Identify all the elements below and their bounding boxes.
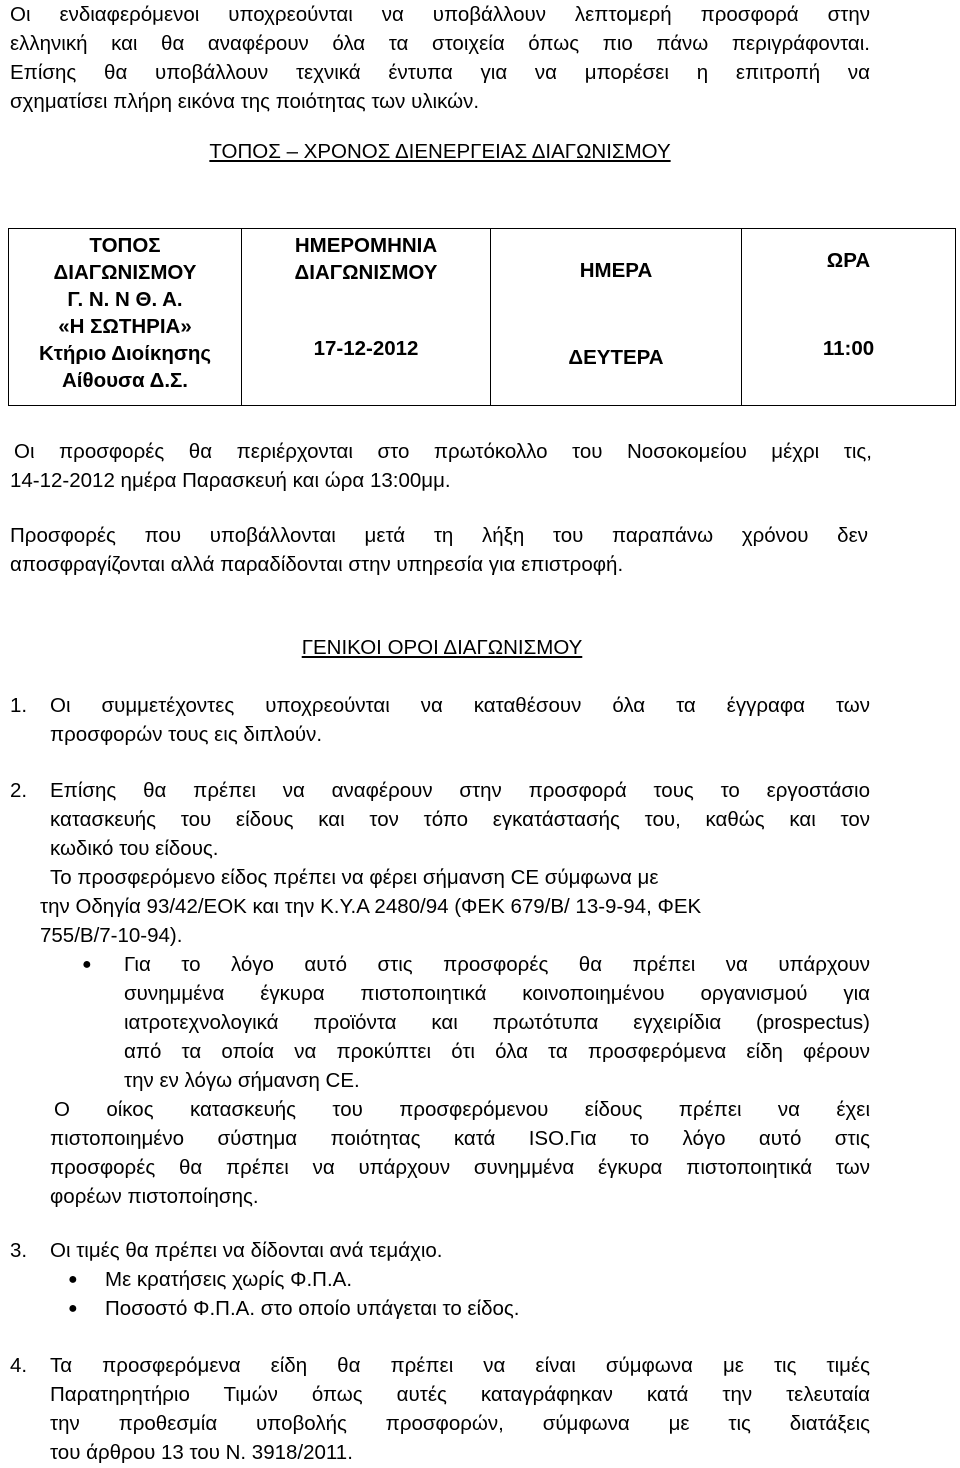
- text-line: κωδικό του είδους.: [50, 837, 219, 860]
- place-cell: [9, 229, 242, 406]
- date-value: 17-12-2012: [313, 337, 419, 360]
- list-item: Ποσοστό Φ.Π.Α. στο οποίο υπάγεται το είδος.: [105, 1297, 520, 1320]
- text-line: Το προσφερόμενο είδος πρέπει να φέρει σήμανση CE σύμφωνα με: [50, 866, 659, 889]
- list-item: Με κρατήσεις χωρίς Φ.Π.Α.: [105, 1268, 353, 1291]
- text-line: κατασκευής του είδους και τον τόπο εγκατάστασής του, καθώς και τον: [50, 808, 870, 831]
- item-number: 4.: [10, 1354, 28, 1377]
- item-number: 1.: [10, 694, 28, 717]
- text-line: προσφορών τους εις διπλούν.: [50, 723, 323, 746]
- text-line: συνημμένα έγκυρα πιστοποιητικά κοινοποιημένου οργανισμού για: [124, 982, 870, 1005]
- text-line: Οι συμμετέχοντες υποχρεούνται να καταθέσουν όλα τα έγγραφα των: [50, 694, 870, 717]
- text-line: Προσφορές που υποβάλλονται μετά τη λήξη του παραπάνω χρόνου δεν: [10, 524, 868, 547]
- text-line: του άρθρου 13 του Ν. 3918/2011.: [50, 1441, 353, 1464]
- time-cell: [742, 229, 956, 406]
- date-header: ΔΙΑΓΩΝΙΣΜΟΥ: [294, 261, 438, 284]
- text-line: 14-12-2012 ημέρα Παρασκευή και ώρα 13:00μμ.: [10, 469, 451, 492]
- text-line: Παρατηρητήριο Τιμών όπως αυτές καταγράφηκαν κατά την τελευταία: [50, 1383, 870, 1406]
- bullet-icon: ●: [68, 1300, 78, 1317]
- item-number: 2.: [10, 779, 28, 802]
- text-line: σχηματίσει πλήρη εικόνα της ποιότητας των υλικών.: [10, 90, 480, 113]
- text-line: 755/Β/7-10-94).: [40, 924, 183, 947]
- text-line: ελληνική και θα αναφέρουν όλα τα στοιχεία όπως πιο πάνω περιγράφονται.: [10, 32, 870, 55]
- text-line: την προθεσμία υποβολής προσφορών, σύμφωνα με τις διατάξεις: [50, 1412, 870, 1435]
- text-line: Ο οίκος κατασκευής του προσφερόμενου είδους πρέπει να έχει: [54, 1098, 870, 1121]
- place-line: ΤΟΠΟΣ: [89, 234, 161, 257]
- text-line: Τα προσφερόμενα είδη θα πρέπει να είναι σύμφωνα με τις τιμές: [50, 1354, 870, 1377]
- text-line: Επίσης θα πρέπει να αναφέρουν στην προσφορά τους το εργοστάσιο: [50, 779, 870, 802]
- text-line: Για το λόγο αυτό στις προσφορές θα πρέπει να υπάρχουν: [124, 953, 870, 976]
- text-line: αποσφραγίζονται αλλά παραδίδονται στην υπηρεσία για επιστροφή.: [10, 553, 624, 576]
- place-line: «Η ΣΩΤΗΡΙΑ»: [58, 315, 192, 338]
- day-header: ΗΜΕΡΑ: [579, 259, 653, 282]
- text-line: Οι ενδιαφερόμενοι υποχρεούνται να υποβάλλουν λεπτομερή προσφορά στην: [10, 3, 870, 26]
- text-line: την εν λόγω σήμανση CE.: [124, 1069, 360, 1092]
- text-line: Οι τιμές θα πρέπει να δίδονται ανά τεμάχιο.: [50, 1239, 443, 1262]
- time-header: ΩΡΑ: [826, 249, 871, 272]
- section-title: ΤΟΠΟΣ – ΧΡΟΝΟΣ ΔΙΕΝΕΡΓΕΙΑΣ ΔΙΑΓΩΝΙΣΜΟΥ: [209, 140, 671, 163]
- time-value: 11:00: [822, 337, 875, 360]
- bullet-icon: ●: [82, 956, 92, 973]
- place-line: Γ. Ν. Ν Θ. Α.: [67, 288, 183, 311]
- day-value: ΔΕΥΤΕΡΑ: [568, 346, 664, 369]
- text-line: από τα οποία να προκύπτει ότι όλα τα προσφερόμενα είδη φέρουν: [124, 1040, 870, 1063]
- place-line: Κτήριο Διοίκησης: [38, 342, 212, 365]
- item-number: 3.: [10, 1239, 28, 1262]
- text-line: την Οδηγία 93/42/ΕΟΚ και την Κ.Υ.Α 2480/94 (ΦΕΚ 679/Β/ 13-9-94, ΦΕΚ: [40, 895, 702, 918]
- text-line: φορέων πιστοποίησης.: [50, 1185, 259, 1208]
- text-line: προσφορές θα πρέπει να υπάρχουν συνημμένα έγκυρα πιστοποιητικά των: [50, 1156, 870, 1179]
- text-line: πιστοποιημένο σύστημα ποιότητας κατά ISO.Για το λόγο αυτό στις: [50, 1127, 870, 1150]
- text-line: ιατροτεχνολογικά προϊόντα και πρωτότυπα εγχειρίδια (prospectus): [124, 1011, 870, 1034]
- schedule-table: [8, 228, 956, 406]
- date-cell: [242, 229, 491, 406]
- text-line: Επίσης θα υποβάλλουν τεχνικά έντυπα για να μπορέσει η επιτροπή να: [10, 61, 870, 84]
- general-terms-title: ΓΕΝΙΚΟΙ ΟΡΟΙ ΔΙΑΓΩΝΙΣΜΟΥ: [301, 636, 583, 659]
- day-cell: [491, 229, 742, 406]
- place-line: Αίθουσα Δ.Σ.: [61, 369, 189, 392]
- bullet-icon: ●: [68, 1271, 78, 1288]
- place-line: ΔΙΑΓΩΝΙΣΜΟΥ: [53, 261, 197, 284]
- text-line: Οι προσφορές θα περιέρχονται στο πρωτόκολλο του Νοσοκομείου μέχρι τις,: [14, 440, 872, 463]
- date-header: ΗΜΕΡΟΜΗΝΙΑ: [294, 234, 438, 257]
